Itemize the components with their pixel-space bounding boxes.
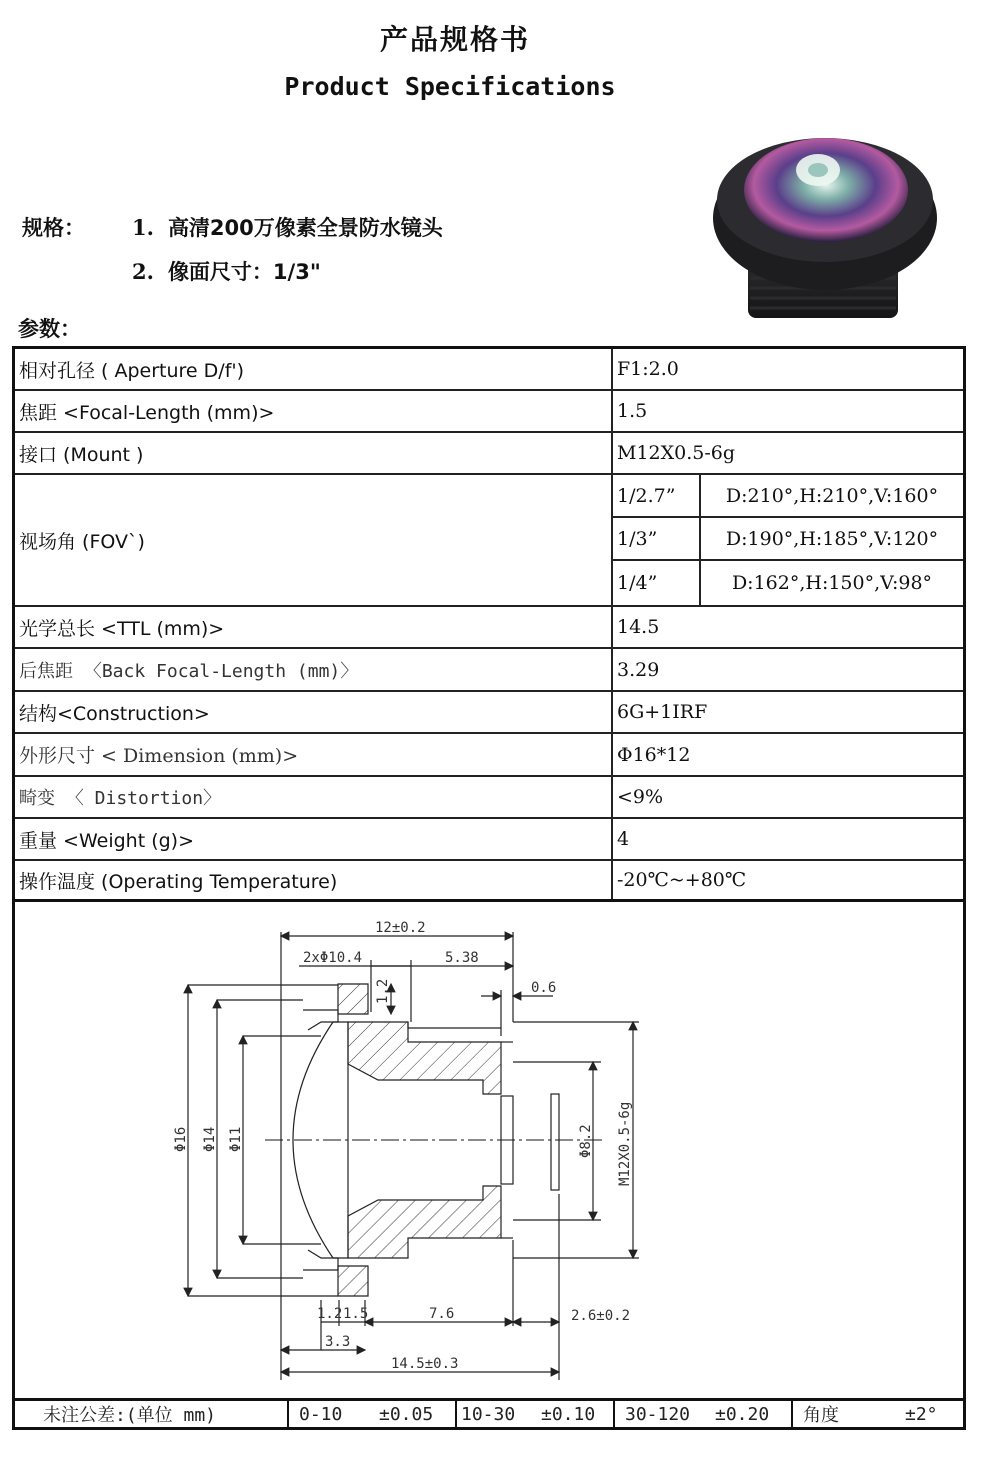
row-mount	[15, 433, 963, 475]
row-value: -20℃~+80℃	[617, 869, 747, 891]
dim-d14: Φ14	[202, 1126, 218, 1152]
row-value: 3.29	[617, 658, 660, 681]
row-aperture	[15, 349, 963, 391]
page-title-cn: 产品规格书	[379, 23, 530, 56]
dim-gap: 0.6	[531, 980, 557, 996]
row-label: 结构<Construction>	[15, 692, 613, 732]
row-label: 焦距 <Focal-Length (mm)>	[15, 391, 613, 431]
row-value: F1:2.0	[617, 358, 679, 380]
tolerance-value: ±0.20	[715, 1403, 770, 1425]
technical-drawing-panel	[12, 902, 966, 1400]
row-back-focal-length	[15, 649, 963, 692]
row-label: 光学总长 <TTL (mm)>	[15, 607, 613, 647]
tolerance-range: 30-120	[625, 1403, 691, 1425]
spec-item-number: 2.	[132, 259, 154, 284]
fov-row	[613, 475, 963, 518]
tolerance-divider	[613, 1401, 615, 1427]
lens-dimension-drawing	[15, 902, 963, 1400]
fov-sensor-size: 1/2.7”	[613, 475, 701, 516]
row-label: 视场角 (FOV`)	[15, 475, 613, 605]
row-distortion	[15, 777, 963, 819]
dim-b33: 3.3	[325, 1334, 351, 1350]
dim-thread-length: 5.38	[445, 950, 479, 966]
tolerance-bar	[12, 1398, 966, 1430]
dim-total-width: 12±0.2	[375, 920, 426, 936]
row-focal-length	[15, 391, 963, 433]
row-weight	[15, 819, 963, 861]
row-label: 操作温度 (Operating Temperature)	[15, 861, 613, 899]
spec-label: 规格：	[22, 216, 85, 240]
spec-table	[12, 346, 966, 902]
tolerance-value: ±0.05	[379, 1403, 434, 1425]
dim-d11: Φ11	[228, 1126, 244, 1152]
dim-bfl: 2.6±0.2	[571, 1308, 631, 1324]
lens-product-photo	[700, 108, 950, 334]
row-label: 后焦距 〈Back Focal-Length (mm)〉	[15, 649, 613, 690]
fov-angles: D:210°,H:210°,V:160°	[725, 484, 939, 507]
spec-item-1	[132, 212, 443, 242]
row-construction	[15, 692, 963, 734]
row-label: 重量 <Weight (g)>	[15, 819, 613, 859]
dim-ttl: 14.5±0.3	[391, 1356, 459, 1372]
fov-angles: D:162°,H:150°,V:98°	[731, 572, 933, 594]
row-value: 6G+1IRF	[617, 701, 708, 723]
fov-row	[613, 561, 963, 605]
tolerance-label: 未注公差:(单位 mm)	[43, 1405, 217, 1426]
spec-item-text: 高清200万像素全景防水镜头	[167, 216, 443, 240]
dim-b76: 7.6	[429, 1306, 455, 1322]
row-label: 相对孔径 ( Aperture D/f')	[15, 349, 613, 389]
row-fov	[15, 475, 963, 607]
dim-b15: 1.5	[343, 1306, 369, 1322]
dim-d16: Φ16	[173, 1126, 189, 1152]
row-value: Φ16*12	[617, 743, 691, 766]
tolerance-value: ±0.10	[541, 1403, 596, 1425]
tolerance-divider	[791, 1401, 793, 1427]
page-title-en: Product Specifications	[284, 72, 616, 101]
row-label: 外形尺寸 < Dimension (mm)>	[15, 734, 613, 775]
dim-b12: 1.2	[317, 1306, 343, 1322]
tolerance-divider	[455, 1401, 457, 1427]
fov-sensor-size: 1/3”	[613, 518, 701, 559]
spec-item-text: 像面尺寸：1/3"	[167, 260, 321, 284]
row-temperature	[15, 861, 963, 899]
tolerance-range: 10-30	[461, 1403, 516, 1425]
row-value: 1.5	[617, 400, 648, 422]
row-value: 4	[617, 828, 630, 850]
params-label: 参数：	[18, 317, 81, 341]
tolerance-divider	[287, 1401, 289, 1427]
fov-angles: D:190°,H:185°,V:120°	[725, 527, 939, 550]
tolerance-angle-value: ±2°	[905, 1403, 938, 1425]
spec-item-number: 1.	[132, 215, 154, 240]
tolerance-range: 0-10	[299, 1403, 343, 1425]
dim-thread: M12X0.5-6g	[617, 1101, 633, 1186]
tolerance-angle-label: 角度	[803, 1405, 839, 1426]
dim-d82: Φ8.2	[578, 1124, 594, 1158]
row-value: M12X0.5-6g	[617, 442, 736, 464]
row-value: <9%	[617, 786, 664, 808]
dim-step: 1.2	[375, 978, 391, 1004]
row-ttl	[15, 607, 963, 649]
fov-sensor-size: 1/4”	[613, 561, 701, 605]
fov-row	[613, 518, 963, 561]
row-value: 14.5	[617, 616, 660, 638]
row-label: 畸变 〈 Distortion〉	[15, 777, 613, 817]
spec-item-2	[132, 256, 321, 286]
row-dimension	[15, 734, 963, 777]
row-label: 接口 (Mount )	[15, 433, 613, 473]
dim-front-diameter: 2xΦ10.4	[303, 950, 363, 966]
